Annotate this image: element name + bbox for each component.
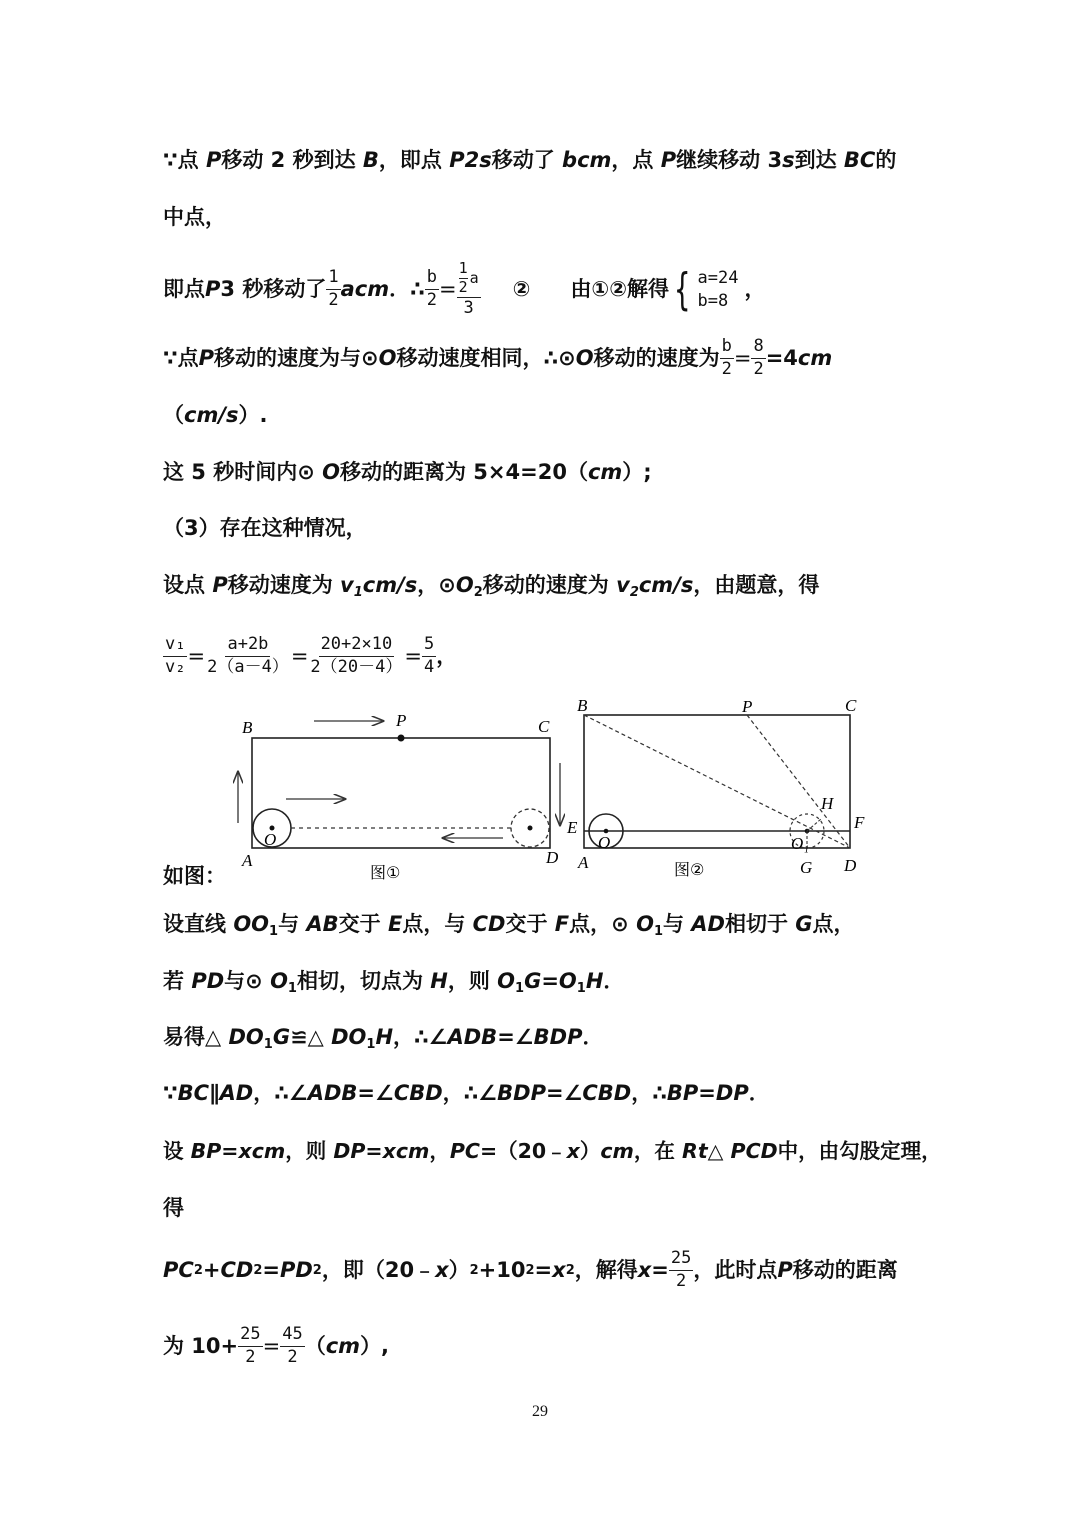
label-d: D: [546, 848, 559, 867]
label-f: F: [854, 813, 865, 832]
text-line-18: 为 10+ $\frac{25}{2}$ = $\frac{45}{2}$ （ cm ）,: [163, 1323, 390, 1367]
fraction-25-over-2: $\frac{25}{2}$: [670, 1247, 692, 1291]
text-line-16: 得: [163, 1196, 184, 1220]
fraction-8-over-2: $\frac{8}{2}$: [753, 335, 764, 379]
fraction-half: 1 2: [328, 267, 339, 310]
page-number: 29: [532, 1403, 548, 1420]
text-line-11: 设直线 $OO_1$与 AB交于 E点，与 CD交于 F点，⊙ $O_1$与 AD相切于 G点，: [163, 912, 855, 939]
label-p: P: [396, 711, 407, 730]
label-g: G: [800, 858, 813, 877]
label-e: E: [567, 818, 578, 837]
text-line-14: ∵BC∥AD，∴∠ADB=∠CBD，∴∠BDP=∠CBD，∴BP=DP．: [163, 1081, 770, 1105]
fraction-a-2b: $\frac{a+2b}{2(a-4)}$: [207, 633, 289, 677]
rectangle-abcd: [252, 738, 550, 848]
fraction-numeric: $\frac{20+2\times 10}{2(20-4)}$: [310, 633, 403, 677]
text-line-3: 即点 P 3 秒移动了 1 2 acm ．∴ $\frac{b}{2}$ = 1 2 a 3 ② 由①②解得 { a=24 b=8 ，: [163, 259, 766, 318]
dashed-pd: [747, 715, 850, 848]
fraction-25-over-2: $\frac{25}{2}$: [240, 1323, 261, 1367]
text-line-17: PC 2 + CD 2 = PD 2 ，即（20﹣ x ） 2 +10 2 = x 2 ，解得 x = $\frac{25}{2}$ ，此时点 P 移动的距离: [163, 1247, 898, 1291]
fraction-45-over-2: $\frac{45}{2}$: [282, 1323, 303, 1367]
label-d: D: [844, 856, 857, 875]
text-line-2: 中点，: [163, 205, 226, 229]
point-p: [398, 735, 405, 742]
text-line-4: ∵点 P 移动的速度为与⊙ O 移动速度相同，∴⊙ O 移动的速度为 $\frac{b}{2}$ = $\frac{8}{2}$ =4 cm: [163, 335, 833, 379]
label-p: P: [742, 697, 753, 716]
fraction-b-over-2: $\frac{b}{2}$: [721, 335, 732, 379]
label-h: H: [821, 794, 834, 813]
fraction-b-over-2: $\frac{b}{2}$: [426, 267, 437, 310]
text-line-1: ∵点 P移动 2 秒到达 B，即点 P2s移动了 bcm，点 P继续移动 3s到达 BC的: [163, 148, 897, 172]
text-line-8: 设点 P移动速度为 $v_1cm/s$，$⊙O_2$移动的速度为 $v_2cm/s$，由题意，得: [163, 573, 820, 600]
text-line-10: 如图：: [163, 864, 226, 888]
equation-system: { a=24 b=8: [674, 263, 739, 315]
text-line-6: 这 5 秒时间内⊙ O移动的距离为 5×4=20（cm）;: [163, 460, 652, 484]
text-line-5: （cm/s）.: [163, 403, 268, 427]
text-line-13: 易得△ $DO_1G≌\triangle$ $DO_1H$，∴∠ADB=∠BDP．: [163, 1025, 604, 1052]
figure-2: [562, 693, 880, 888]
label-a: A: [578, 853, 589, 872]
center-o-end: [528, 826, 533, 831]
label-b: B: [242, 718, 253, 737]
label-a: A: [242, 851, 253, 870]
label-o: O: [598, 833, 611, 852]
label-c: C: [538, 717, 550, 736]
caption-figure-1: 图①: [370, 863, 401, 882]
label-c: C: [845, 696, 857, 715]
dashed-o1h: [807, 819, 821, 831]
text-line-15: 设 BP=xcm，则 DP=xcm，PC=（20﹣x）cm，在 Rt△ PCD中，由勾股定理，: [163, 1139, 942, 1163]
label-o: O: [264, 830, 277, 849]
fraction-5-over-4: $\frac{5}{4}$: [423, 633, 435, 677]
fraction-nested: 1 2 a 3: [458, 259, 479, 318]
label-o1: O₁: [791, 834, 810, 853]
text-line-9: $\frac{\text{v₁}}{\text{v₂}}$ = $\frac{a+2b}{2(a-4)}$ = $\frac{20+2\times 10}{2(20-4)}$ = $\frac{5}{4}$ ，: [165, 633, 458, 677]
caption-figure-2: 图②: [674, 860, 705, 879]
text-line-7: （3）存在这种情况，: [163, 516, 367, 540]
dashed-bd: [584, 715, 850, 848]
fraction-v1-v2: $\frac{\text{v₁}}{\text{v₂}}$: [165, 633, 186, 677]
label-b: B: [577, 696, 588, 715]
text-line-12: 若 PD与⊙ $O_1$相切，切点为 H，则 $O_1G=O_1H$．: [163, 969, 625, 996]
figure-1: [228, 700, 573, 890]
